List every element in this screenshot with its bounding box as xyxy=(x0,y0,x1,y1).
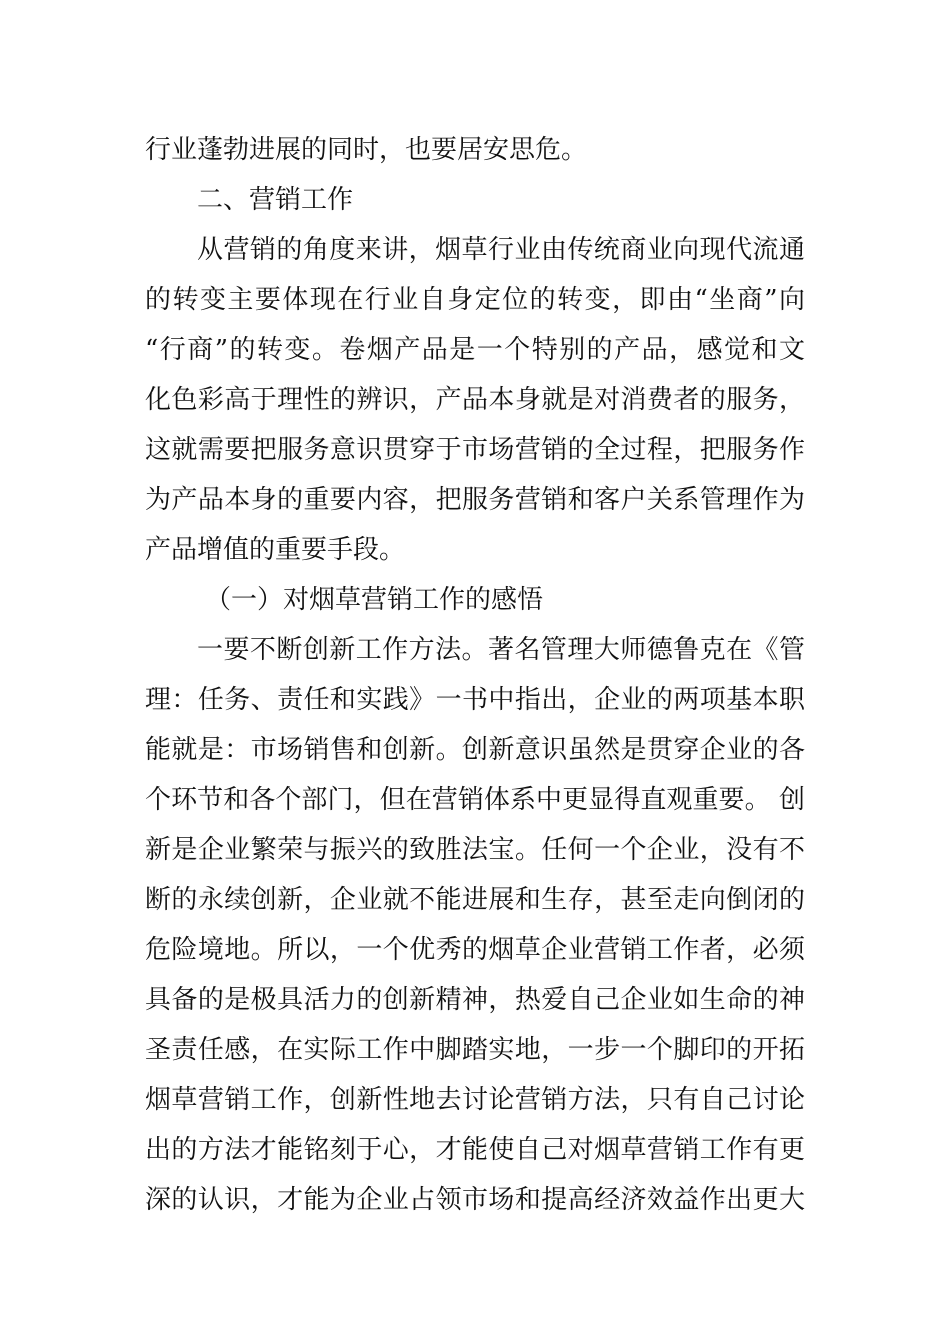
text-line: 这就需要把服务意识贯穿于市场营销的全过程，把服务作 xyxy=(145,435,805,465)
text-line: 新是企业繁荣与振兴的致胜法宝。任何一个企业，没有不 xyxy=(145,835,805,865)
text-line: 深的认识，才能为企业占领市场和提高经济效益作出更大 xyxy=(145,1185,805,1215)
text-line: 圣责任感，在实际工作中脚踏实地，一步一个脚印的开拓 xyxy=(145,1035,805,1065)
text-line: 出的方法才能铭刻于心，才能使自己对烟草营销工作有更 xyxy=(145,1135,805,1165)
text-line: 化色彩高于理性的辨识，产品本身就是对消费者的服务， xyxy=(145,385,805,415)
text-line: 的转变主要体现在行业自身定位的转变，即由“坐商”向 xyxy=(145,285,805,315)
text-line: 一要不断创新工作方法。著名管理大师德鲁克在《管 xyxy=(197,635,805,665)
text-line: 理：任务、责任和实践》一书中指出，企业的两项基本职 xyxy=(145,685,805,715)
text-line: 具备的是极具活力的创新精神，热爱自己企业如生命的神 xyxy=(145,985,805,1015)
text-line: 产品增值的重要手段。 xyxy=(145,535,406,565)
text-line: 个环节和各个部门，但在营销体系中更显得直观重要。 创 xyxy=(145,785,805,815)
section-heading: 二、营销工作 xyxy=(197,185,354,215)
text-line: 烟草营销工作，创新性地去讨论营销方法，只有自己讨论 xyxy=(145,1085,805,1115)
text-line: 危险境地。所以，一个优秀的烟草企业营销工作者，必须 xyxy=(145,935,805,965)
subsection-heading: （一）对烟草营销工作的感悟 xyxy=(205,585,544,615)
text-line: 能就是：市场销售和创新。创新意识虽然是贯穿企业的各 xyxy=(145,735,805,765)
text-line: 行业蓬勃进展的同时，也要居安思危。 xyxy=(145,135,588,165)
text-line: 为产品本身的重要内容，把服务营销和客户关系管理作为 xyxy=(145,485,805,515)
text-line: 断的永续创新，企业就不能进展和生存，甚至走向倒闭的 xyxy=(145,885,805,915)
text-line: 从营销的角度来讲，烟草行业由传统商业向现代流通 xyxy=(197,235,805,265)
text-line: “行商”的转变。卷烟产品是一个特别的产品，感觉和文 xyxy=(145,335,805,365)
